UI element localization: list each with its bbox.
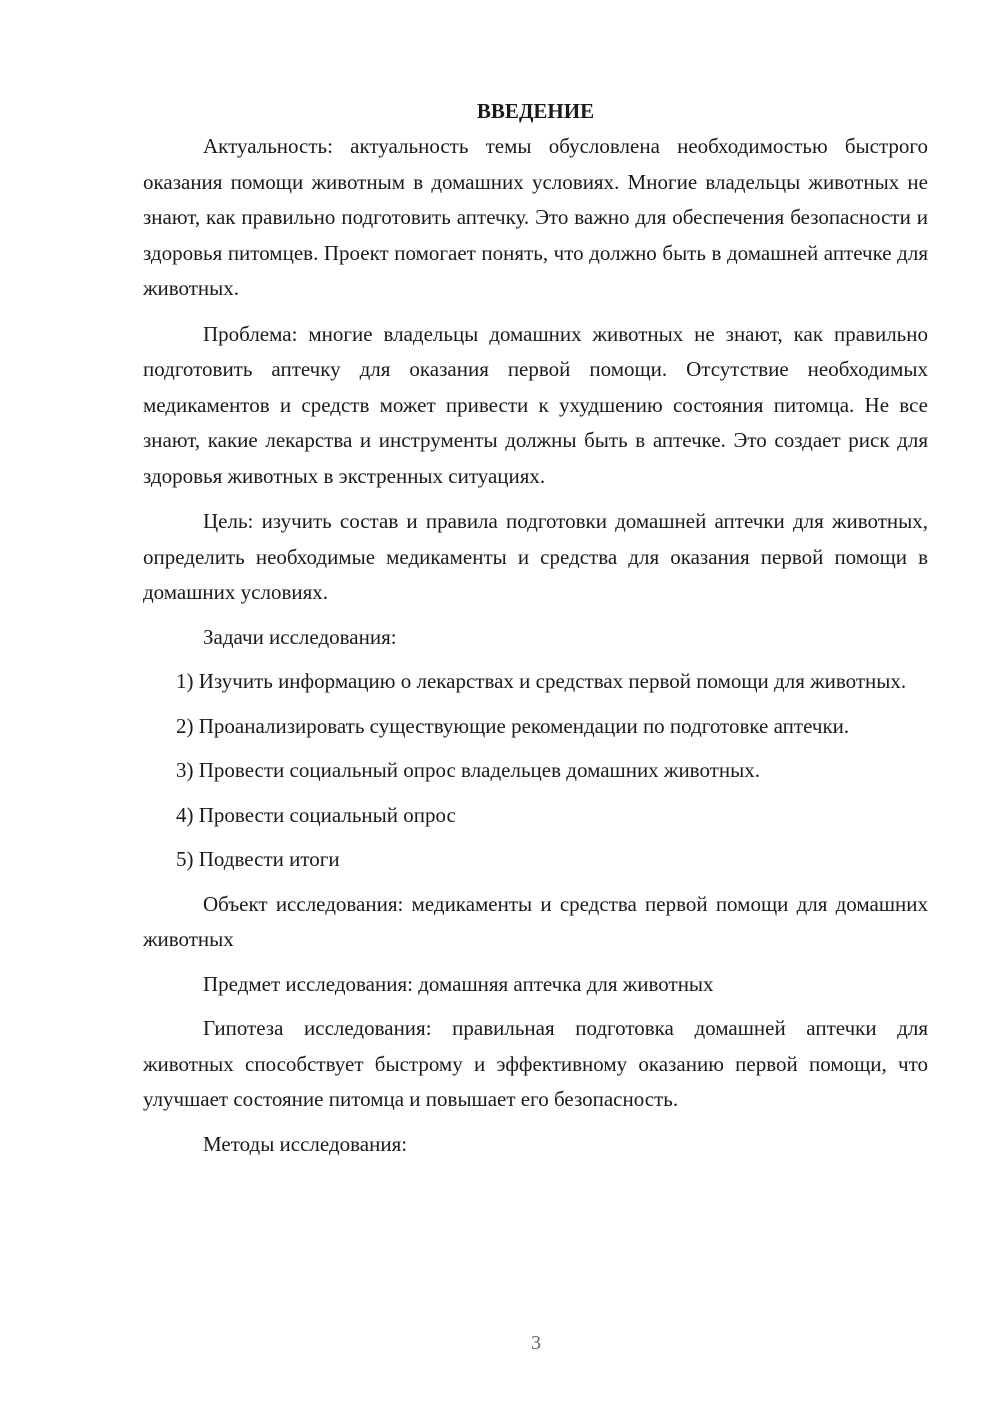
- paragraph-goal: Цель: изучить состав и правила подготовки домашней аптечки для животных, определить необходимые медикаменты и средства для оказания первой помощи в домашних условиях.: [143, 509, 928, 604]
- paragraph-problem: Проблема: многие владельцы домашних животных не знают, как правильно подготовить аптечку для оказания первой помощи. Отсутствие необходимых медикаментов и средств может привести к ухудшению состояния питомца. Не все знают, какие лекарства и инструменты должны быть в аптечке. Это создает риск для здоровья животных в экстренных ситуациях.: [143, 321, 928, 488]
- page-title: ВВЕДЕНИЕ: [476, 99, 595, 123]
- list-item-task-2: 2) Проанализировать существующие рекомендации по подготовке аптечки.: [176, 713, 850, 738]
- paragraph-hypothesis: Гипотеза исследования: правильная подготовка домашней аптечки для животных способствует быстрому и эффективному оказанию первой помощи, что улучшает состояние питомца и повышает его безопасность.: [143, 1016, 928, 1111]
- page-number: 3: [531, 1332, 541, 1354]
- paragraph-object: Объект исследования: медикаменты и средства первой помощи для домашних животных: [143, 891, 928, 951]
- methods-heading: Методы исследования:: [203, 1131, 408, 1156]
- paragraph-subject: Предмет исследования: домашняя аптечка для животных: [203, 971, 714, 996]
- list-item-task-3: 3) Провести социальный опрос владельцев домашних животных.: [176, 758, 760, 782]
- tasks-heading: Задачи исследования:: [203, 624, 397, 649]
- document-page: [143, 96, 928, 1162]
- list-item-task-4: 4) Провести социальный опрос: [176, 802, 456, 827]
- list-item-task-1: 1) Изучить информацию о лекарствах и средствах первой помощи для животных.: [176, 669, 907, 693]
- list-item-task-5: 5) Подвести итоги: [176, 847, 340, 871]
- paragraph-relevance: Актуальность: актуальность темы обусловлена необходимостью быстрого оказания помощи животным в домашних условиях. Многие владельцы животных не знают, как правильно подготовить аптечку. Это важно для обеспечения безопасности и здоровья питомцев. Проект помогает понять, что должно быть в домашней аптечке для животных.: [143, 134, 928, 300]
